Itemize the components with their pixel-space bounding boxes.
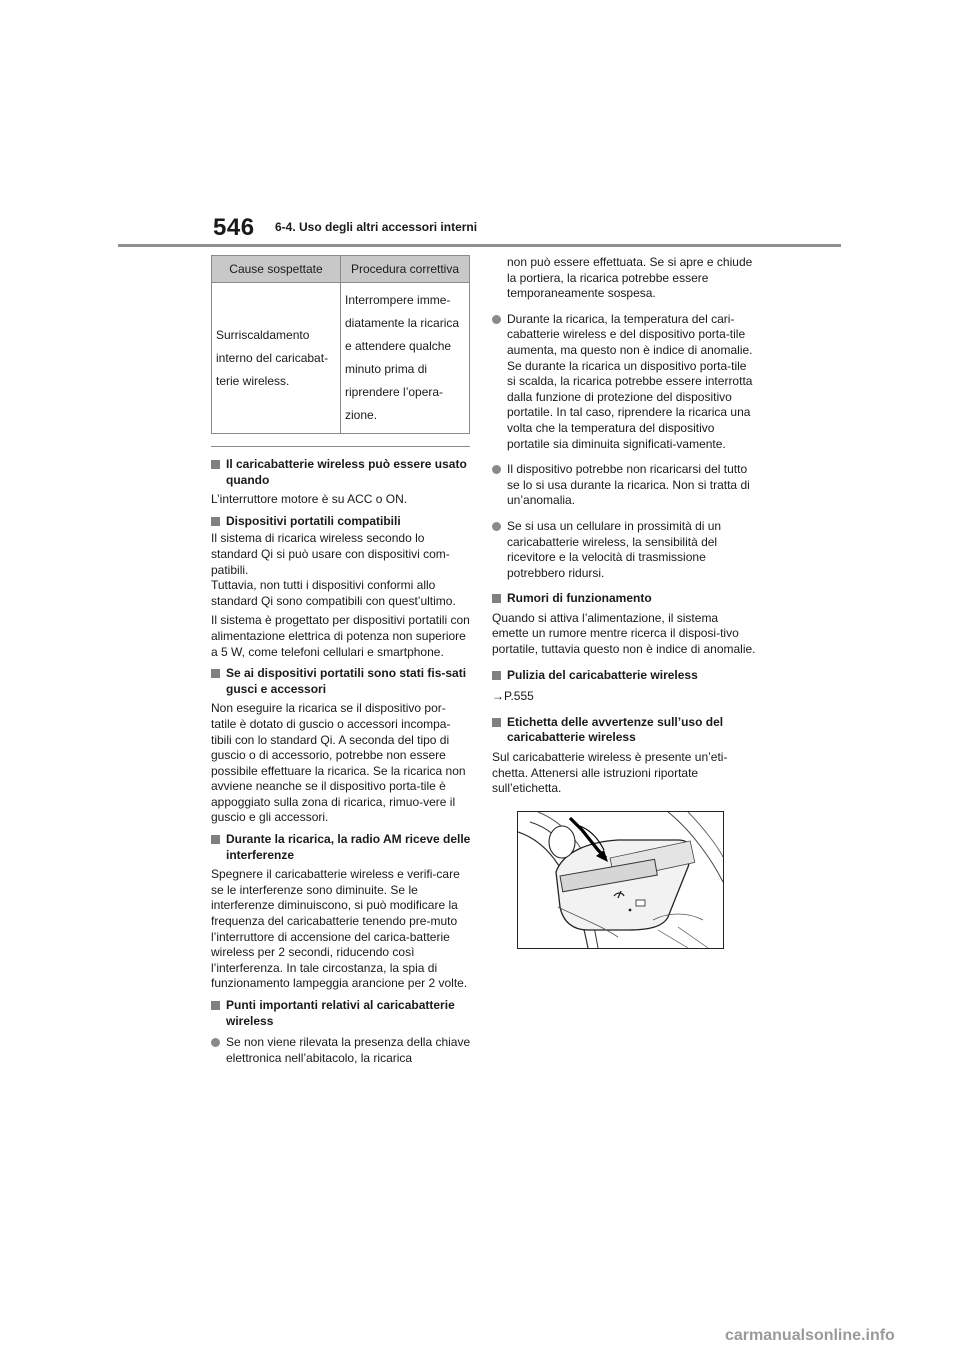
square-bullet-icon [211, 517, 220, 526]
paragraph: Quando si attiva l’alimentazione, il sistema emette un rumore mentre ricerca il disposi-tivo portatile, tuttavia questo non è indice di anomalie. [492, 610, 756, 657]
list-item-continuation: non può essere effettuata. Se si apre e chiude la portiera, la ricarica potrebbe essere temporaneamente sospesa. [507, 255, 753, 301]
paragraph: Il sistema è progettato per dispositivi portatili con alimentazione elettrica di potenza non superiore a 5 W, come telefoni cellulari e smartphone. [211, 613, 470, 659]
section-heading: Punti importanti relativi al caricabatterie wireless [211, 998, 471, 1029]
section-heading: Rumori di funzionamento [492, 591, 757, 607]
table-row [212, 283, 470, 434]
square-bullet-icon [211, 460, 220, 469]
left-column [211, 255, 471, 1066]
right-column [492, 255, 757, 949]
paragraph: Sul caricabatterie wireless è presente un’eti-chetta. Attenersi alle istruzioni riportate sull’etichetta. [492, 750, 728, 796]
square-bullet-icon [211, 1001, 220, 1010]
table-header-cause: Cause sospettate [212, 256, 341, 283]
square-bullet-icon [211, 835, 220, 844]
section-heading: Durante la ricarica, la radio AM riceve delle interferenze [211, 832, 471, 863]
charger-drawing [518, 812, 723, 948]
square-bullet-icon [492, 718, 501, 727]
header-rule [118, 244, 841, 247]
list-item: Se si usa un cellulare in prossimità di un caricabatterie wireless, la sensibilità del ricevitore e la velocità di trasmissione potrebbero ridursi. [492, 519, 757, 581]
table-header-procedure: Procedura correttiva [341, 256, 470, 283]
causes-table [211, 255, 470, 434]
round-bullet-icon [492, 465, 501, 474]
section-heading: Se ai dispositivi portatili sono stati fis-sati gusci e accessori [211, 666, 471, 697]
section-heading: Etichetta delle avvertenze sull’uso del caricabatterie wireless [492, 715, 757, 746]
paragraph: Tuttavia, non tutti i dispositivi conformi allo standard Qi sono compatibili con quest’ultimo. [211, 578, 456, 608]
round-bullet-icon [492, 522, 501, 531]
section-heading: Il caricabatterie wireless può essere usato quando [211, 457, 471, 488]
table-cell-cause: Surriscaldamento interno del caricabat-terie wireless. [212, 283, 341, 434]
separator-rule [211, 446, 470, 447]
list-item: Il dispositivo potrebbe non ricaricarsi del tutto se lo si usa durante la ricarica. Non si tratta di un’anomalia. [492, 462, 757, 509]
round-bullet-icon [211, 1038, 220, 1047]
paragraph: Non eseguire la ricarica se il dispositivo por-tatile è dotato di guscio o accessori incompa-tibili con lo standard Qi. A seconda del tipo di guscio o di accessorio, potrebbe non essere possibile effettuare la ricarica. Se la ricarica non avviene neanche se il dispositivo porta-tile è appoggiato sulla zona di ricarica, rimuo-vere il guscio e gli accessori. [211, 701, 466, 825]
list-item: Durante la ricarica, la temperatura del cari-cabatterie wireless e del dispositivo porta-tile aumenta, ma questo non è indice di anomalie. Se durante la ricarica un dispositivo porta-tile si scalda, la ricarica potrebbe essere interrotta dalla funzione di protezione del dispositivo portatile. In tal caso, riprendere la ricarica una volta che la temperatura del dispositivo portatile sia diminuita significati-vamente. [492, 312, 757, 452]
square-bullet-icon [211, 669, 220, 678]
page-reference: →P.555 [492, 689, 534, 704]
table-header-row [212, 256, 470, 283]
square-bullet-icon [492, 671, 501, 680]
section-title: 6-4. Uso degli altri accessori interni [275, 220, 478, 234]
round-bullet-icon [492, 315, 501, 324]
watermark: carmanualsonline.info [725, 1327, 895, 1344]
wireless-charger-illustration [517, 811, 724, 949]
page-number: 546 [213, 214, 255, 241]
square-bullet-icon [492, 594, 501, 603]
table-cell-procedure: Interrompere imme-diatamente la ricarica e attendere qualche minuto prima di riprendere l’opera-zione. [341, 283, 470, 434]
paragraph: L’interruttore motore è su ACC o ON. [211, 492, 408, 507]
section-heading: Dispositivi portatili compatibili [211, 514, 471, 530]
paragraph: Spegnere il caricabatterie wireless e verifi-care se le interferenze sono diminuite. Se le interferenze diminuiscono, si può modificare la frequenza del caricabatterie tenendo pre-muto l’interruttore di accensione del carica-batterie wireless per 2 secondi, riducendo così l’interferenza. In tale circostanza, la spia di funzionamento lampeggia arancione per 2 volte. [211, 867, 468, 991]
list-item: Se non viene rilevata la presenza della chiave elettronica nell’abitacolo, la ricarica [211, 1035, 471, 1066]
paragraph: Il sistema di ricarica wireless secondo lo standard Qi si può usare con dispositivi com-patibili. [211, 531, 450, 577]
section-heading: Pulizia del caricabatterie wireless [492, 668, 757, 684]
